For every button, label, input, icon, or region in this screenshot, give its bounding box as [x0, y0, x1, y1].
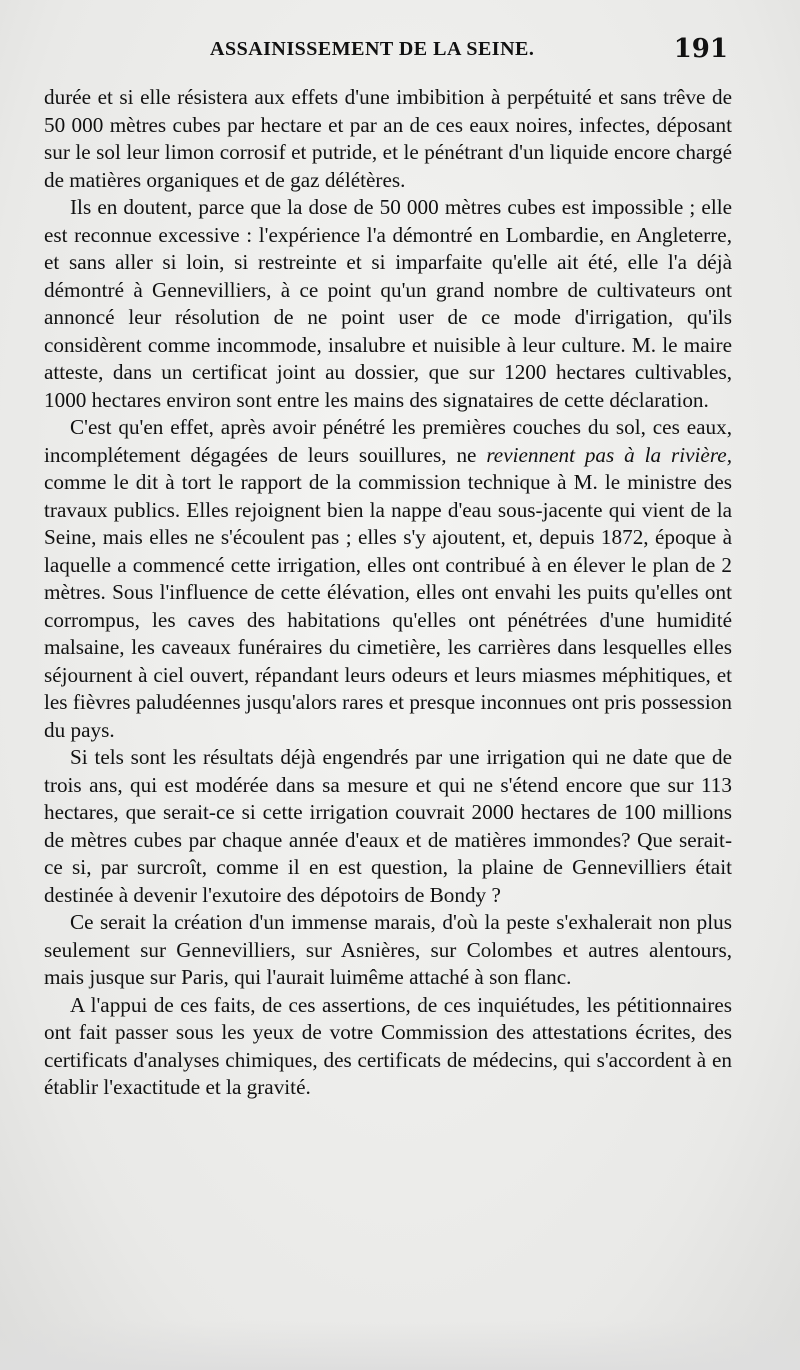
paragraph-3-text-before: C'est qu'en effet, après avoir pénétré les premières couches du sol, ces eaux, incomplétement dégagées de leurs souillures, ne — [44, 415, 732, 467]
paragraph-3-italic-phrase: reviennent pas à la rivière, — [486, 442, 732, 467]
page-number: 191 — [673, 34, 728, 64]
paragraph-5: Ce serait la création d'un immense marais, d'où la peste s'exhalerait non plus seulement sur Gennevilliers, sur Asnières, sur Colombes et autres alentours, mais jusque sur Paris, qui l'aurait luimême attaché à son flanc. — [44, 910, 732, 989]
paragraph-6: A l'appui de ces faits, de ces assertions, de ces inquiétudes, les pétitionnaires ont fait passer sous les yeux de votre Commission des attestations écrites, des certificats d'analyses chimiques, des certificats de médecins, qui s'accordent à en établir l'exactitude et la gravité. — [44, 992, 732, 1099]
body-text — [44, 84, 732, 1102]
paragraph-2: Ils en doutent, parce que la dose de 50 000 mètres cubes est impossible ; elle est reconnue excessive : l'expérience l'a démontré en Lombardie, en Angleterre, et sans aller si loin, si restreinte et si imparfaite qu'elle ait été, elle l'a déjà démontré à Gennevilliers, à ce point qu'un grand nombre de cultivateurs ont annoncé leur résolution de ne point user de ce mode d'irrigation, qu'ils considèrent comme incommode, insalubre et nuisible à leur culture. M. le maire atteste, dans un certificat joint au dossier, que sur 1200 hectares cultivables, 1000 hectares environ sont entre les mains des signataires de cette déclaration. — [44, 195, 732, 412]
paragraph-1: durée et si elle résistera aux effets d'une imbibition à perpétuité et sans trêve de 50 000 mètres cubes par hectare et par an de ces eaux noires, infectes, déposant sur le sol leur limon corrosif et putride, et le pénétrant d'un liquide encore chargé de matières organiques et de gaz délétères. — [44, 85, 732, 192]
paragraph-4: Si tels sont les résultats déjà engendrés par une irrigation qui ne date que de trois ans, qui est modérée dans sa mesure et qui ne s'étend encore que sur 113 hectares, que serait-ce si cette irrigation couvrait 2000 hectares de 100 millions de mètres cubes par chaque année d'eaux et de matières immondes? Que serait-ce si, par surcroît, comme il en est question, la plaine de Gennevilliers était destinée à devenir l'exutoire des dépotoirs de Bondy ? — [44, 745, 732, 907]
paragraph-3 — [44, 414, 732, 744]
paragraph-3-text-after: comme le dit à tort le rapport de la commission technique à M. le ministre des travaux publics. Elles rejoignent bien la nappe d'eau sous-jacente qui vient de la Seine, mais elles ne s'écoulent pas ; elles s'y ajoutent, et, depuis 1872, époque à laquelle a commencé cette irrigation, elles ont contribué à en élever le plan de 2 mètres. Sous l'influence de cette élévation, elles ont envahi les puits qu'elles ont corrompus, les caves des habitations qu'elles ont pénétrées d'une humidité malsaine, les caveaux funéraires du cimetière, les carrières dans lesquelles elles séjournent à ciel ouvert, répandant leurs odeurs et leurs miasmes méphitiques, et les fièvres paludéennes jusqu'alors rares et presque inconnues ont pris possession du pays. — [44, 470, 732, 742]
running-title: ASSAINISSEMENT DE LA SEINE. — [210, 38, 535, 60]
page-header — [44, 34, 728, 74]
bleed-through-shadow — [0, 1320, 800, 1370]
